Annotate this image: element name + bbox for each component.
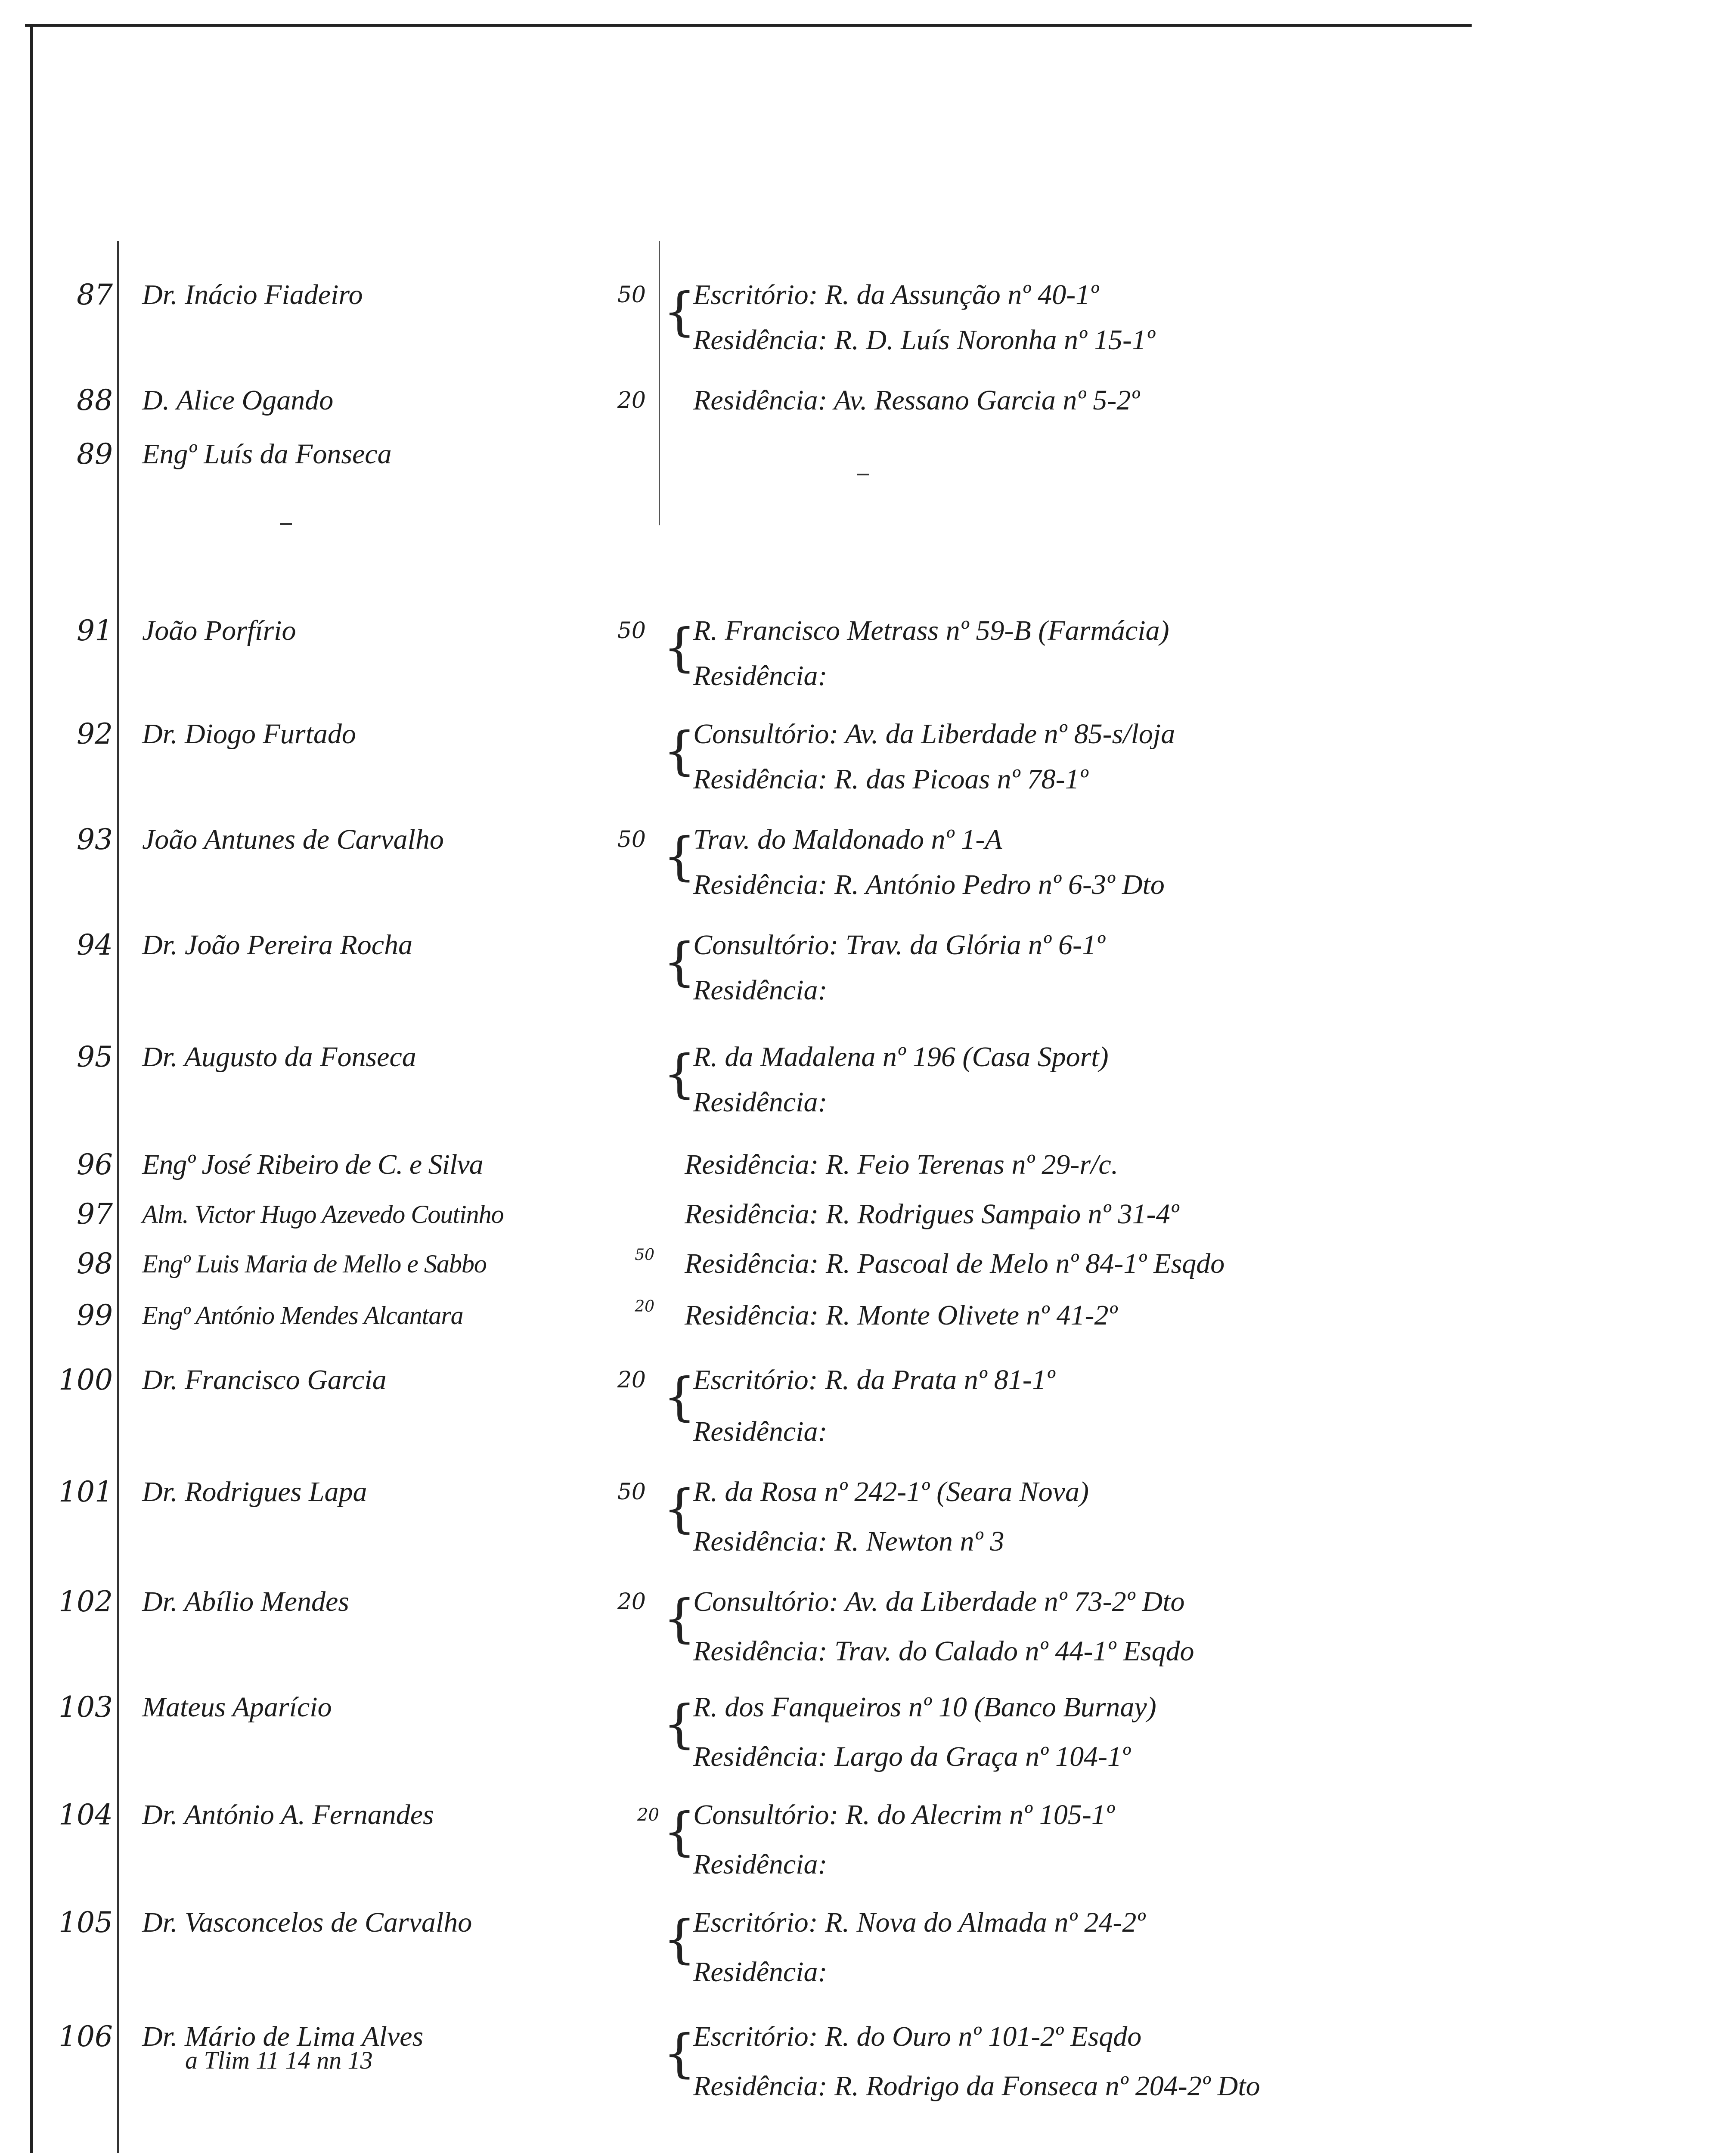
blank-row-dash bbox=[280, 523, 292, 525]
entry-name: Dr. António A. Fernandes bbox=[142, 1799, 434, 1830]
entry-address-line: R. da Madalena nº 196 (Casa Sport) bbox=[693, 1041, 1109, 1073]
entry-address-line: Residência: R. Monte Olivete nº 41-2º bbox=[685, 1300, 1117, 1331]
entry-address-line: Escritório: R. do Ouro nº 101-2º Esqdo bbox=[693, 2021, 1142, 2052]
entry-address-line: Residência: R. Feio Terenas nº 29-r/c. bbox=[685, 1149, 1119, 1180]
entry-brace: { bbox=[663, 282, 696, 342]
entry-104-line-2 bbox=[0, 1845, 1736, 1884]
entry-97 bbox=[0, 1195, 1736, 1234]
entry-amount: 50 bbox=[617, 282, 646, 308]
entry-95-line-2 bbox=[0, 1083, 1736, 1122]
entry-address-line: R. dos Fanqueiros nº 10 (Banco Burnay) bbox=[693, 1691, 1156, 1723]
entry-number: 102 bbox=[59, 1585, 113, 1618]
entry-address-line: Consultório: R. do Alecrim nº 105-1º bbox=[693, 1799, 1115, 1830]
empty-address-dash bbox=[857, 474, 869, 475]
entry-address-line: Consultório: Av. da Liberdade nº 73-2º Dto bbox=[693, 1586, 1185, 1617]
entry-number: 87 bbox=[77, 278, 113, 311]
entry-87-line-2 bbox=[0, 321, 1736, 360]
entry-96 bbox=[0, 1145, 1736, 1184]
entry-number: 100 bbox=[59, 1363, 113, 1396]
entry-name: Dr. Abílio Mendes bbox=[142, 1586, 349, 1617]
entry-address-line: Residência: bbox=[693, 660, 828, 692]
entry-amount: 50 bbox=[617, 618, 646, 644]
entry-number: 94 bbox=[77, 928, 113, 962]
entry-number: 97 bbox=[77, 1197, 113, 1231]
entry-100-line-2 bbox=[0, 1412, 1736, 1451]
entry-address-line: Consultório: Av. da Liberdade nº 85-s/loja bbox=[693, 718, 1175, 750]
entry-amount: 20 bbox=[617, 1367, 646, 1393]
entry-number: 103 bbox=[59, 1691, 113, 1724]
entry-brace: { bbox=[663, 2024, 696, 2084]
entry-name: João Antunes de Carvalho bbox=[142, 824, 444, 855]
entry-100 bbox=[0, 1361, 1736, 1427]
entry-103-line-2 bbox=[0, 1737, 1736, 1776]
entry-brace: { bbox=[663, 1694, 696, 1754]
entry-name: Dr. Augusto da Fonseca bbox=[142, 1041, 416, 1073]
entry-address-line: Residência: bbox=[693, 974, 828, 1006]
entry-brace: { bbox=[663, 932, 696, 992]
entry-102-line-2 bbox=[0, 1632, 1736, 1671]
entry-name: Dr. Diogo Furtado bbox=[142, 718, 356, 750]
entry-101-line-2 bbox=[0, 1522, 1736, 1561]
entry-105-line-2 bbox=[0, 1953, 1736, 1992]
entry-brace: { bbox=[663, 1367, 696, 1427]
entry-address-line: Residência: R. das Picoas nº 78-1º bbox=[693, 763, 1088, 795]
entry-number: 91 bbox=[77, 614, 113, 647]
entry-address-line: Residência: Av. Ressano Garcia nº 5-2º bbox=[693, 385, 1140, 416]
entry-name: Engº Luis Maria de Mello e Sabbo bbox=[142, 1250, 487, 1278]
entry-address-line: R. da Rosa nº 242-1º (Seara Nova) bbox=[693, 1476, 1089, 1508]
entry-address-line: Residência: Trav. do Calado nº 44-1º Esqdo bbox=[693, 1635, 1194, 1667]
entry-address-line: Residência: bbox=[693, 1956, 828, 1988]
entry-address-line: Residência: R. António Pedro nº 6-3º Dto bbox=[693, 869, 1165, 900]
entry-102 bbox=[0, 1582, 1736, 1649]
entry-address-line: Trav. do Maldonado nº 1-A bbox=[693, 824, 1002, 855]
entry-99 bbox=[0, 1296, 1736, 1335]
entry-103 bbox=[0, 1688, 1736, 1754]
entry-name: D. Alice Ogando bbox=[142, 385, 334, 416]
entry-amount: 50 bbox=[635, 1246, 654, 1264]
entry-name: Dr. Rodrigues Lapa bbox=[142, 1476, 367, 1508]
entry-amount: 20 bbox=[617, 1589, 646, 1615]
entry-94-line-2 bbox=[0, 971, 1736, 1010]
entry-address-line: Residência: R. D. Luís Noronha nº 15-1º bbox=[693, 324, 1155, 356]
entry-amount: 50 bbox=[617, 1479, 646, 1505]
entry-number: 96 bbox=[77, 1148, 113, 1181]
entry-brace: { bbox=[663, 1910, 696, 1970]
entry-amount: 20 bbox=[617, 388, 646, 413]
entry-number: 99 bbox=[77, 1299, 113, 1332]
entry-number: 93 bbox=[77, 823, 113, 856]
entry-annotation: a Tlim 11 14 nn 13 bbox=[185, 2046, 373, 2074]
entry-brace: { bbox=[663, 1589, 696, 1649]
entry-address-line: Residência: R. Pascoal de Melo nº 84-1º Esqdo bbox=[685, 1248, 1225, 1279]
entry-106-line-2 bbox=[0, 2046, 1736, 2106]
entry-address-line: Residência: bbox=[693, 1416, 828, 1447]
entry-105 bbox=[0, 1903, 1736, 1970]
entry-brace: { bbox=[663, 1802, 696, 1862]
entry-address-line: Escritório: R. da Assunção nº 40-1º bbox=[693, 279, 1099, 310]
entry-number: 106 bbox=[59, 2020, 113, 2053]
entry-brace: { bbox=[663, 618, 696, 678]
entry-101 bbox=[0, 1473, 1736, 1539]
entry-89 bbox=[0, 435, 1736, 474]
entry-address-line: Residência: bbox=[693, 1086, 828, 1118]
entry-number: 104 bbox=[59, 1798, 113, 1831]
entry-number: 88 bbox=[77, 384, 113, 417]
entry-amount: 20 bbox=[635, 1298, 654, 1315]
entry-address-line: Residência: Largo da Graça nº 104-1º bbox=[693, 1741, 1131, 1772]
entry-name: Dr. Inácio Fiadeiro bbox=[142, 279, 363, 310]
entry-brace: { bbox=[663, 1479, 696, 1539]
entry-address-line: Escritório: R. Nova do Almada nº 24-2º bbox=[693, 1907, 1145, 1938]
entry-name: Dr. Francisco Garcia bbox=[142, 1364, 387, 1396]
entry-93-line-2 bbox=[0, 866, 1736, 904]
entry-address-line: Escritório: R. da Prata nº 81-1º bbox=[693, 1364, 1055, 1396]
entry-brace: { bbox=[663, 1044, 696, 1104]
entry-88 bbox=[0, 381, 1736, 420]
entry-name: Engº José Ribeiro de C. e Silva bbox=[142, 1149, 483, 1180]
entry-98 bbox=[0, 1244, 1736, 1283]
entry-address-line: Residência: R. Rodrigues Sampaio nº 31-4º bbox=[685, 1198, 1179, 1230]
entry-number: 95 bbox=[77, 1040, 113, 1073]
entry-name: Dr. Vasconcelos de Carvalho bbox=[142, 1907, 472, 1938]
entry-number: 105 bbox=[59, 1906, 113, 1939]
entry-address-line: Residência: R. Rodrigo da Fonseca nº 204-2º Dto bbox=[693, 2070, 1260, 2102]
entry-name: Engº Luís da Fonseca bbox=[142, 438, 392, 470]
entry-brace: { bbox=[663, 721, 696, 781]
page-frame-top-line bbox=[25, 24, 1472, 27]
entry-address-line: Residência: R. Newton nº 3 bbox=[693, 1526, 1004, 1557]
entry-amount: 50 bbox=[617, 827, 646, 853]
entry-name: Dr. João Pereira Rocha bbox=[142, 929, 413, 961]
entry-name: João Porfírio bbox=[142, 615, 296, 646]
entry-name: Alm. Victor Hugo Azevedo Coutinho bbox=[142, 1200, 504, 1229]
entry-address-line: R. Francisco Metrass nº 59-B (Farmácia) bbox=[693, 615, 1169, 646]
entry-number: 98 bbox=[77, 1247, 113, 1280]
entry-address-line: Consultório: Trav. da Glória nº 6-1º bbox=[693, 929, 1105, 961]
entry-name: Mateus Aparício bbox=[142, 1691, 332, 1723]
entry-amount: 20 bbox=[637, 1805, 659, 1825]
entry-brace: { bbox=[663, 827, 696, 887]
entry-name: Dr. Mário de Lima Alves bbox=[142, 2021, 424, 2052]
entry-number: 92 bbox=[77, 717, 113, 751]
entry-name: Engº António Mendes Alcantara bbox=[142, 1301, 463, 1330]
entry-92-line-2 bbox=[0, 760, 1736, 799]
entry-address-line: Residência: bbox=[693, 1849, 828, 1880]
entry-104 bbox=[0, 1796, 1736, 1862]
entry-number: 89 bbox=[77, 437, 113, 471]
entry-number: 101 bbox=[59, 1475, 113, 1508]
entry-91-line-2 bbox=[0, 657, 1736, 695]
